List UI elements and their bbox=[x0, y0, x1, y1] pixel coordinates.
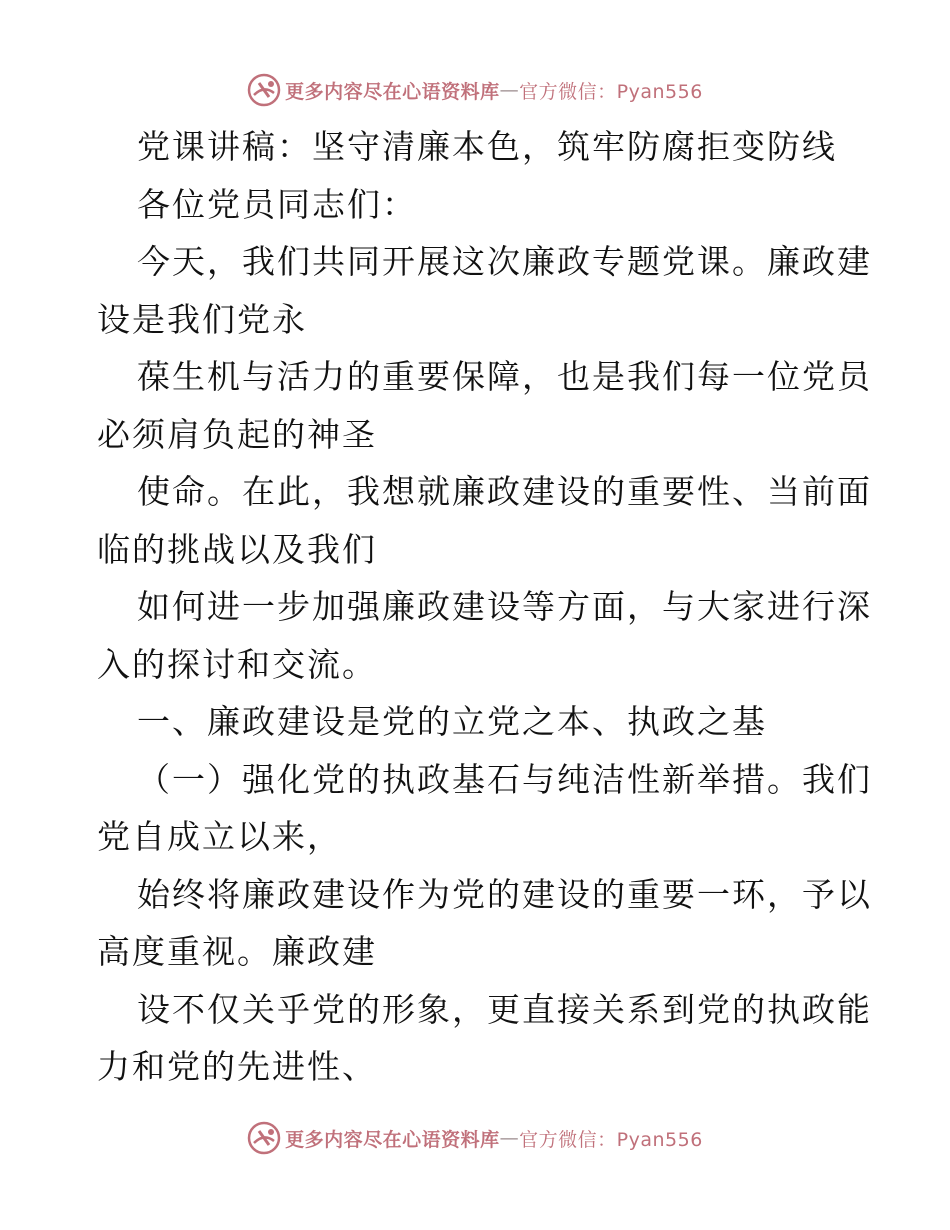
banner-title: 更多内容尽在心语资料库 bbox=[285, 1128, 500, 1151]
document-title: 党课讲稿：坚守清廉本色，筑牢防腐拒变防线 bbox=[137, 127, 837, 166]
salutation: 各位党员同志们： bbox=[137, 184, 417, 224]
banner-separator: — bbox=[499, 79, 520, 101]
paragraph-line: 必须肩负起的神圣 bbox=[97, 414, 377, 454]
paragraph-line: 设是我们党永 bbox=[97, 299, 307, 339]
paragraph-line: 党自成立以来， bbox=[97, 817, 342, 856]
subsection-heading: （一）强化党的执政基石与纯洁性新举措。我们 bbox=[137, 759, 872, 799]
paragraph-line: 如何进一步加强廉政建设等方面，与大家进行深 bbox=[137, 587, 872, 626]
document-body bbox=[97, 118, 872, 1096]
banner-wechat: 官方微信：Pyan556 bbox=[519, 1128, 703, 1151]
footer-watermark-banner bbox=[0, 1118, 950, 1158]
paragraph-line: 设不仅关乎党的形象，更直接关系到党的执政能 bbox=[137, 989, 872, 1029]
banner-separator: — bbox=[499, 1127, 520, 1149]
header-watermark-banner bbox=[0, 70, 950, 110]
banner-title: 更多内容尽在心语资料库 bbox=[285, 80, 500, 103]
book-logo-icon bbox=[247, 1121, 281, 1155]
paragraph-line: 始终将廉政建设作为党的建设的重要一环，予以 bbox=[137, 874, 872, 914]
paragraph-line: 力和党的先进性、 bbox=[97, 1047, 377, 1086]
book-logo-icon bbox=[247, 73, 281, 107]
paragraph-line: 高度重视。廉政建 bbox=[97, 932, 377, 971]
paragraph-line: 葆生机与活力的重要保障，也是我们每一位党员 bbox=[137, 357, 872, 396]
paragraph-line: 临的挑战以及我们 bbox=[97, 529, 377, 569]
banner-wechat: 官方微信：Pyan556 bbox=[519, 80, 703, 103]
paragraph-line: 今天，我们共同开展这次廉政专题党课。廉政建 bbox=[137, 242, 872, 281]
paragraph-line: 使命。在此，我想就廉政建设的重要性、当前面 bbox=[137, 472, 872, 511]
section-heading: 一、廉政建设是党的立党之本、执政之基 bbox=[137, 702, 767, 741]
paragraph-line: 入的探讨和交流。 bbox=[97, 644, 377, 684]
